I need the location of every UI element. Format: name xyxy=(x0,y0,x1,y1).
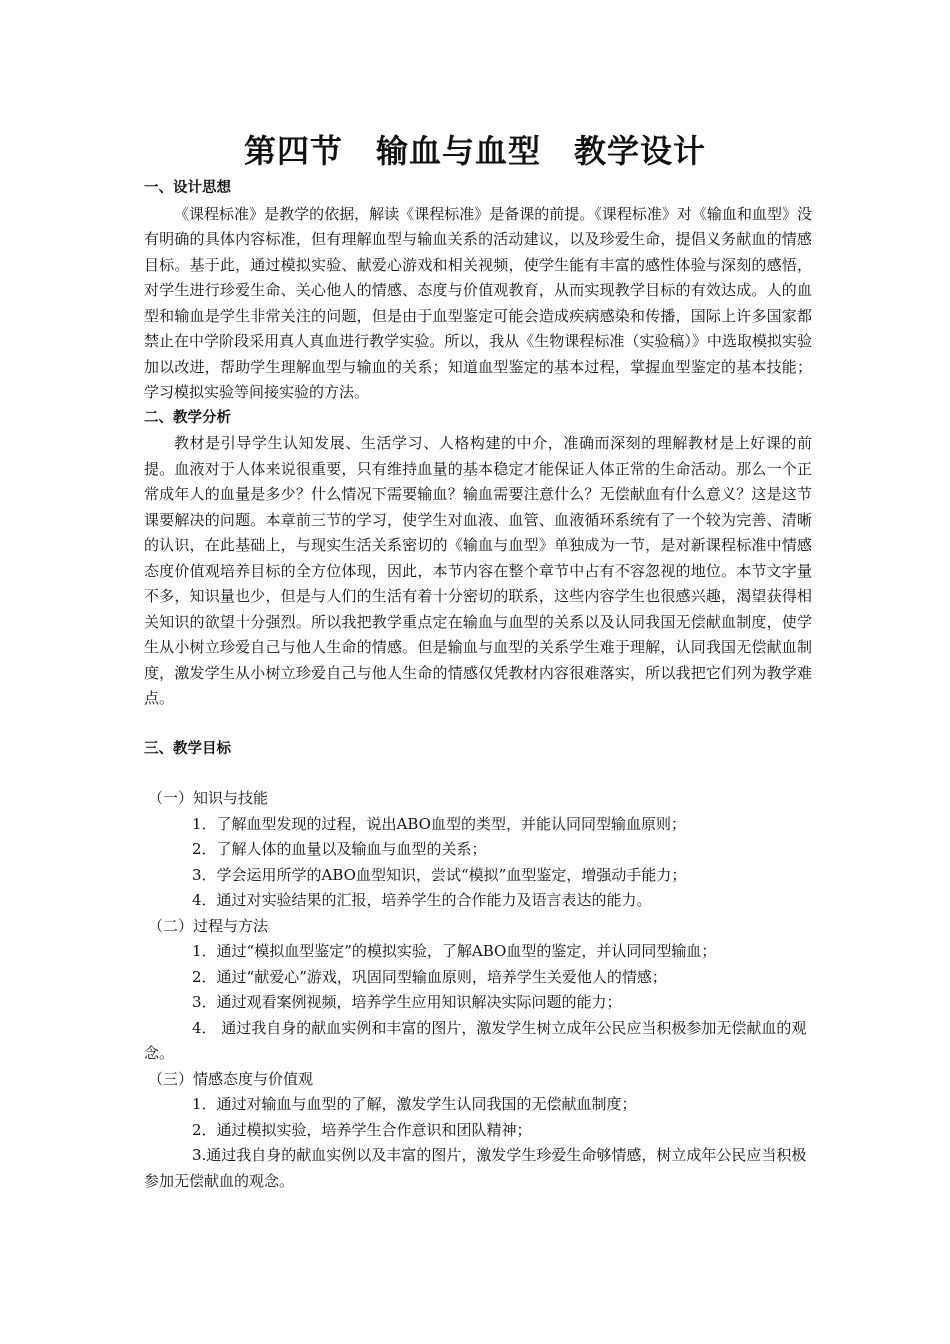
spacer xyxy=(144,762,812,786)
list-item: 3.通过我自身的献血实例以及丰富的图片，激发学生珍爱生命够情感，树立成年公民应当积极参加无偿献血的观念。 xyxy=(144,1146,807,1190)
list-item: 3．通过观看案例视频，培养学生应用知识解决实际问题的能力； xyxy=(192,993,622,1011)
list-item: 2．通过模拟实验，培养学生合作意识和团队精神； xyxy=(192,1120,532,1139)
section-heading-design-idea: 一、设计思想 xyxy=(144,180,231,196)
subsection-title-emotion-values: （三）情感态度与价值观 xyxy=(148,1069,314,1088)
list-item: 4． 通过我自身的献血实例和丰富的图片，激发学生树立成年公民应当积极参加无偿献血的观念。 xyxy=(144,1018,807,1062)
paragraph-design-idea: 《课程标准》是教学的依据，解读《课程标准》是备课的前提。《课程标准》对《输血和血型》没有明确的具体内容标准，但有理解血型与输血关系的活动建议，以及珍爱生命，提倡义务献血的情感目标。基于此，通过模拟实验、献爱心游戏和相关视频，使学生能有丰富的感性体验与深刻的感悟，对学生进行珍爱生命、关心他人的情感、态度与价值观教育，从而实现教学目标的有效达成。人的血型和输血是学生非常关注的问题，但是由于血型鉴定可能会造成疾病感染和传播，国际上许多国家都禁止在中学阶段采用真人真血进行教学实验。所以，我从《生物课程标准（实验稿）》中选取模拟实验加以改进，帮助学生理解血型与输血的关系；知道血型鉴定的基本过程，掌握血型鉴定的基本技能；学习模拟实验等间接实验的方法。 xyxy=(144,204,812,401)
page-title: 第四节 输血与血型 教学设计 xyxy=(243,132,706,170)
section-heading-teaching-analysis: 二、教学分析 xyxy=(144,409,231,426)
list-item: 3．学会运用所学的ABO血型知识，尝试“模拟”血型鉴定，增强动手能力； xyxy=(192,865,687,884)
list-item: 1．通过“模拟血型鉴定”的模拟实验，了解ABO血型的鉴定，并认同同型输血； xyxy=(192,942,717,960)
list-item: 2．通过“献爱心”游戏，巩固同型输血原则，培养学生关爱他人的情感； xyxy=(192,967,667,986)
section-heading-teaching-goals: 三、教学目标 xyxy=(144,740,231,757)
list-item: 1．了解血型发现的过程，说出ABO血型的类型，并能认同同型输血原则； xyxy=(192,814,686,833)
list-item: 2．了解人体的血量以及输血与血型的关系； xyxy=(192,840,487,858)
subsection-title-process-methods: （二）过程与方法 xyxy=(148,916,269,935)
subsection-title-knowledge-skills: （一）知识与技能 xyxy=(148,789,269,807)
paragraph-teaching-analysis: 教材是引导学生认知发展、生活学习、人格构建的中介，准确而深刻的理解教材是上好课的前提。血液对于人体来说很重要，只有维持血量的基本稳定才能保证人体正常的生命活动。那么一个正常成年人的血量是多少？什么情况下需要输血？输血需要注意什么？无偿献血有什么意义？这是这节课要解决的问题。本章前三节的学习，使学生对血液、血管、血液循环系统有了一个较为完善、清晰的认识，在此基础上，与现实生活关系密切的《输血与血型》单独成为一节，是对新课程标准中情感态度价值观培养目标的全方位体现，因此，本节内容在整个章节中占有不容忽视的地位。本节文字量不多，知识量也少，但是与人们的生活有着十分密切的联系，这些内容学生也很感兴趣，渴望获得相关知识的欲望十分强烈。所以我把教学重点定在输血与血型的关系以及认同我国无偿献血制度，使学生从小树立珍爱自己与他人生命的情感。但是输血与血型的关系学生难于理解，认同我国无偿献血制度，激发学生从小树立珍爱自己与他人生命的情感仅凭教材内容很难落实，所以我把它们列为教学难点。 xyxy=(144,434,812,707)
document-body xyxy=(144,176,812,1194)
list-item: 4．通过对实验结果的汇报，培养学生的合作能力及语言表达的能力。 xyxy=(192,891,652,909)
spacer xyxy=(144,712,812,737)
list-item: 1．通过对输血与血型的了解，激发学生认同我国的无偿献血制度； xyxy=(192,1095,637,1113)
